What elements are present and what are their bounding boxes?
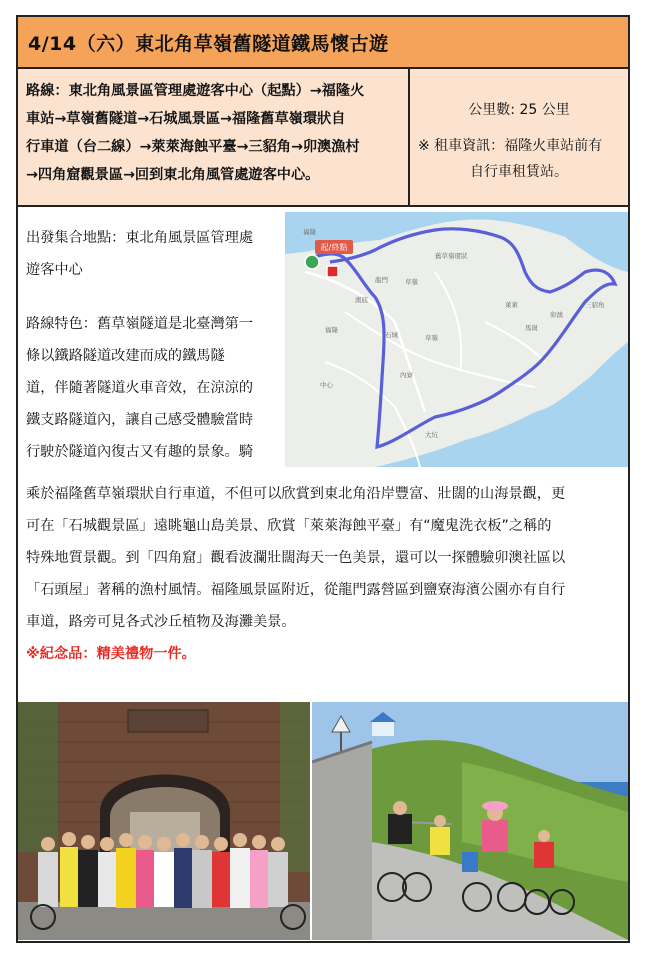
feature-line: 特殊地質景觀。到「四角窟」觀看波瀾壯闊海天一色美景，還可以一探體驗卯澳社區以: [26, 550, 566, 566]
feature-line: 條以鐵路隧道改建而成的鐵馬隧: [26, 348, 225, 364]
souvenir-text: ※紀念品：精美禮物一件。: [26, 646, 196, 662]
feature-line: 路線特色：舊草嶺隧道是北臺灣第一: [26, 316, 254, 332]
route-line: →四角窟觀景區→回到東北角風管處遊客中心。: [26, 167, 320, 183]
feature-line: 乘於福隆舊草嶺環狀自行車道，不但可以欣賞到東北角沿岸豐富、壯闊的山海景觀，更: [26, 486, 566, 502]
place-label: 福隆: [325, 326, 338, 334]
route-map-svg: [285, 212, 628, 467]
info-box: [410, 69, 628, 207]
place-label: 舊草嶺環狀: [435, 252, 468, 260]
meeting-line: 出發集合地點：東北角風景區管理處: [26, 230, 254, 246]
feature-line: 道，伴隨著隧道火車音效，在涼涼的: [26, 380, 254, 396]
place-label: 草嶺: [425, 334, 438, 342]
rental-line-1: ※ 租車資訊：福隆火車站前有: [418, 138, 603, 154]
place-label: 草嶺: [405, 278, 418, 286]
place-label: 內寮: [400, 371, 413, 379]
place-label: 萊萊: [505, 301, 518, 309]
feature-line: 行駛於隧道內復古又有趣的景象。騎: [26, 444, 254, 460]
tunnel-photo: [18, 702, 310, 940]
meeting-line: 遊客中心: [26, 262, 83, 278]
route-line: 車站→草嶺舊隧道→石城風景區→福隆舊草嶺環狀自: [26, 111, 346, 127]
place-label: 馬崗: [525, 324, 538, 332]
tunnel-photo-svg: [18, 702, 310, 940]
feature-line: 可在「石城觀景區」遠眺龜山島美景、欣賞「萊萊海蝕平臺」有“魔鬼洗衣板”之稱的: [26, 518, 552, 534]
page-header: [18, 17, 628, 69]
start-point-icon: [305, 255, 319, 269]
route-box: [18, 69, 410, 207]
start-label: 起/終點: [320, 243, 348, 252]
place-label: 卯澳: [550, 311, 563, 319]
feature-line: 車道，路旁可見各式沙丘植物及海灘美景。: [26, 614, 296, 630]
feature-line: 「石頭屋」著稱的漁村風情。福隆風景區附近，從龍門露營區到鹽寮海濱公園亦有自行: [26, 582, 566, 598]
page-title: 4/14（六）東北角草嶺舊隧道鐵馬懷古遊: [28, 32, 389, 55]
route-line: 行車道（台二線）→萊萊海蝕平臺→三貂角→卯澳漁村: [26, 139, 360, 155]
end-point-icon: [327, 266, 338, 277]
rental-line-2: 自行車租賃站。: [470, 164, 568, 180]
feature-paragraph: [26, 478, 622, 670]
place-label: 石城: [385, 331, 398, 339]
place-label: 澳底: [355, 296, 368, 304]
feature-line: 鐵支路隧道內，讓自己感受體驗當時: [26, 412, 254, 428]
cycling-photo: [312, 702, 628, 940]
place-label: 三貂角: [585, 301, 605, 309]
rental-info: [418, 133, 620, 185]
place-label: 大坑: [425, 431, 438, 439]
place-label: 福隆: [303, 228, 316, 236]
intro-column: [26, 222, 276, 468]
route-map: [285, 212, 628, 467]
place-label: 中心: [320, 381, 333, 389]
route-line: 路線：東北角風景區管理處遊客中心（起點）→福隆火: [26, 83, 365, 99]
distance-text: 公里數: 25 公里: [468, 102, 570, 118]
cycling-photo-svg: [312, 702, 628, 940]
place-label: 龍門: [375, 276, 388, 284]
